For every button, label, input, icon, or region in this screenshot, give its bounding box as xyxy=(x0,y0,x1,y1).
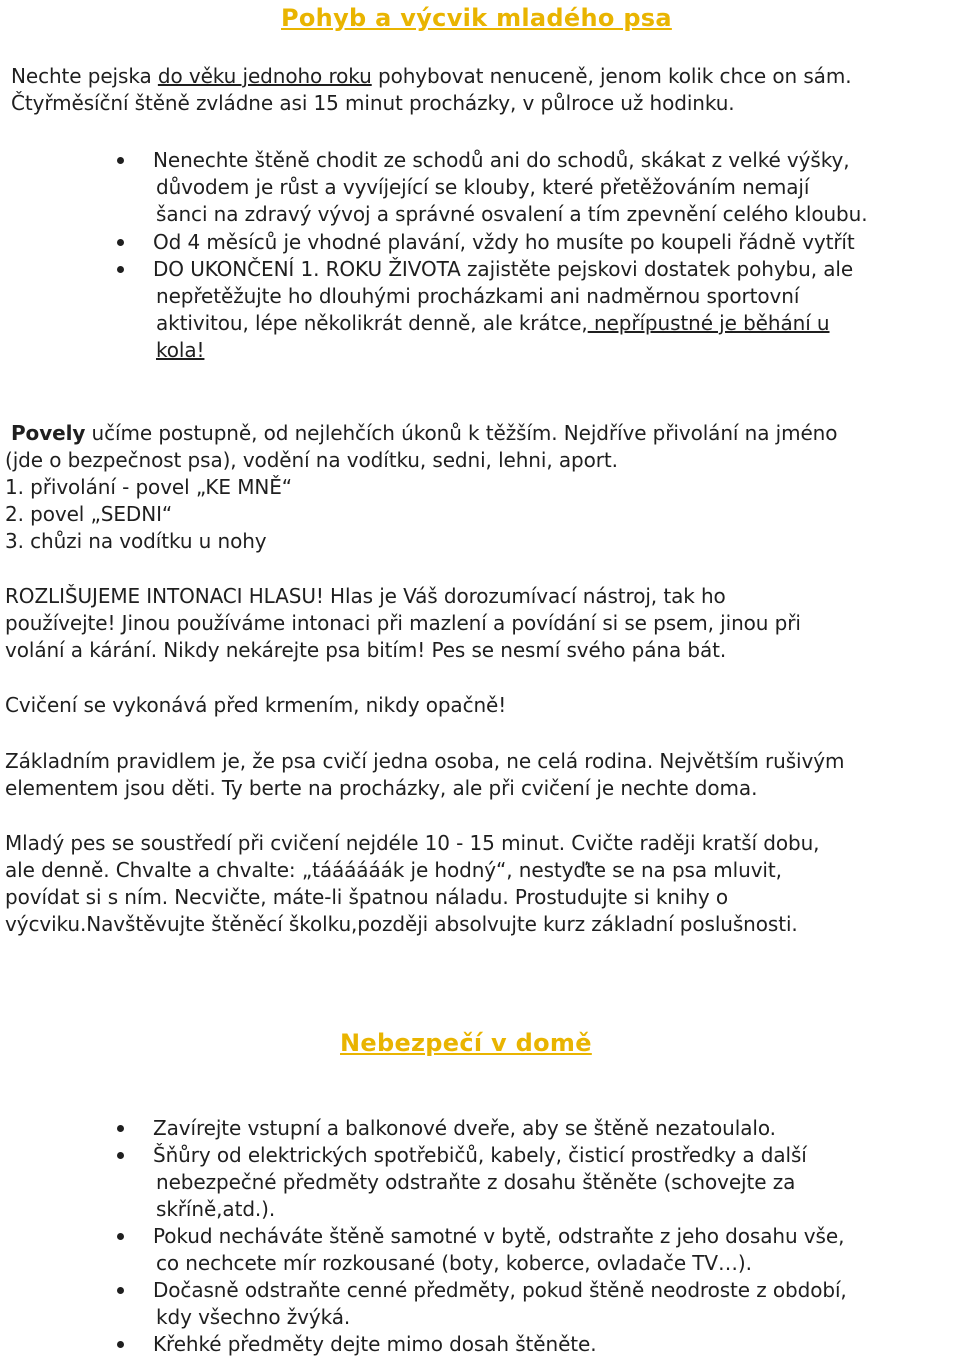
bullet-dot xyxy=(117,1233,124,1240)
bullet-exercise-line-2: nepřetěžujte ho dlouhými procházkami ani nadměrnou sportovní xyxy=(156,284,800,308)
danger-bullet-alone-line-1: Pokud necháváte štěně samotné v bytě, odstraňte z jeho dosahu vše, xyxy=(153,1224,845,1248)
command-item-3: 3. chůzi na vodítku u nohy xyxy=(5,529,267,553)
intro-text: Nechte pejska xyxy=(11,64,158,88)
commands-bold-word: Povely xyxy=(11,421,86,445)
section-title-puppy-training: Pohyb a výcvik mladého psa xyxy=(281,4,672,32)
commands-line-2: (jde o bezpečnost psa), vodění na vodítku, sedni, lehni, aport. xyxy=(5,448,618,472)
bike-warning-underlined-end: kola! xyxy=(156,338,205,362)
age-underlined-text: do věku jednoho roku xyxy=(157,64,372,88)
intro-line-1 xyxy=(11,63,851,90)
bullet-dot xyxy=(117,1341,124,1348)
section-title-home-dangers: Nebezpečí v domě xyxy=(340,1029,592,1057)
danger-bullet-doors: Zavírejte vstupní a balkonové dveře, aby se štěně nezatoulalo. xyxy=(153,1116,776,1140)
intonation-line-1: ROZLIŠUJEME INTONACI HLASU! Hlas je Váš dorozumívací nástroj, tak ho xyxy=(5,584,726,608)
bullet-dot xyxy=(117,266,124,273)
bullet-stairs-line-3: šanci na zdravý vývoj a správné osvalení a tím zpevnění celého kloubu. xyxy=(156,202,868,226)
bullet-dot xyxy=(117,239,124,246)
intro-text: pohybovat nenuceně, jenom kolik chce on sám. xyxy=(371,64,852,88)
danger-bullet-valuables-line-1: Dočasně odstraňte cenné předměty, pokud štěně neodroste z období, xyxy=(153,1278,847,1302)
intro-line-2: Čtyřměsíční štěně zvládne asi 15 minut procházky, v půlroce už hodinku. xyxy=(11,91,735,115)
commands-line-1 xyxy=(11,420,837,447)
bullet-exercise-line-1: DO UKONČENÍ 1. ROKU ŽIVOTA zajistěte pejskovi dostatek pohybu, ale xyxy=(153,257,854,281)
danger-bullet-cables-line-2: nebezpečné předměty odstraňte z dosahu štěněte (schovejte za xyxy=(156,1170,796,1194)
bullet-exercise-text: aktivitou, lépe několikrát denně, ale krátce, xyxy=(156,311,588,335)
bullet-dot xyxy=(117,157,124,164)
focus-line-1: Mladý pes se soustředí při cvičení nejdéle 10 - 15 minut. Cvičte raději kratší dobu, xyxy=(5,831,820,855)
bullet-dot xyxy=(117,1152,124,1159)
bike-warning-underlined: nepřípustné je běhání u xyxy=(587,311,830,335)
bullet-stairs-line-2: důvodem je růst a vyvíjející se klouby, které přetěžováním nemají xyxy=(156,175,810,199)
focus-line-3: povídat si s ním. Necvičte, máte-li špatnou náladu. Prostudujte si knihy o xyxy=(5,885,729,909)
bullet-swimming-line-1: Od 4 měsíců je vhodné plavání, vždy ho musíte po koupeli řádně vytřít xyxy=(153,230,855,254)
danger-bullet-alone-line-2: co nechcete mír rozkousané (boty, koberce, ovladače TV…). xyxy=(156,1251,752,1275)
intonation-line-3: volání a kárání. Nikdy nekárejte psa bitím! Pes se nesmí svého pána bát. xyxy=(5,638,727,662)
focus-line-4: výcviku.Navštěvujte štěněcí školku,později absolvujte kurz základní poslušnosti. xyxy=(5,912,798,936)
danger-bullet-cables-line-3: skříně,atd.). xyxy=(156,1197,276,1221)
rule-line-2: elementem jsou děti. Ty berte na procházky, ale při cvičení je nechte doma. xyxy=(5,776,758,800)
command-item-1: 1. přivolání - povel „KE MNĚ“ xyxy=(5,475,293,499)
focus-line-2: ale denně. Chvalte a chvalte: „táááááák je hodný“, nestyďte se na psa mluvit, xyxy=(5,858,782,882)
feeding-line: Cvičení se vykonává před krmením, nikdy opačně! xyxy=(5,693,507,717)
danger-bullet-cables-line-1: Šňůry od elektrických spotřebičů, kabely, čisticí prostředky a další xyxy=(153,1143,807,1167)
danger-bullet-valuables-line-2: kdy všechno žvýká. xyxy=(156,1305,351,1329)
bullet-exercise-line-3 xyxy=(156,310,830,337)
rule-line-1: Základním pravidlem je, že psa cvičí jedna osoba, ne celá rodina. Největším rušivým xyxy=(5,749,845,773)
danger-bullet-fragile: Křehké předměty dejte mimo dosah štěněte. xyxy=(153,1332,597,1356)
bullet-dot xyxy=(117,1125,124,1132)
bullet-dot xyxy=(117,1287,124,1294)
intonation-line-2: používejte! Jinou používáme intonaci při mazlení a povídání si se psem, jinou při xyxy=(5,611,801,635)
command-item-2: 2. povel „SEDNI“ xyxy=(5,502,173,526)
commands-text: učíme postupně, od nejlehčích úkonů k těžším. Nejdříve přivolání na jméno xyxy=(85,421,838,445)
bullet-stairs-line-1: Nenechte štěně chodit ze schodů ani do schodů, skákat z velké výšky, xyxy=(153,148,850,172)
